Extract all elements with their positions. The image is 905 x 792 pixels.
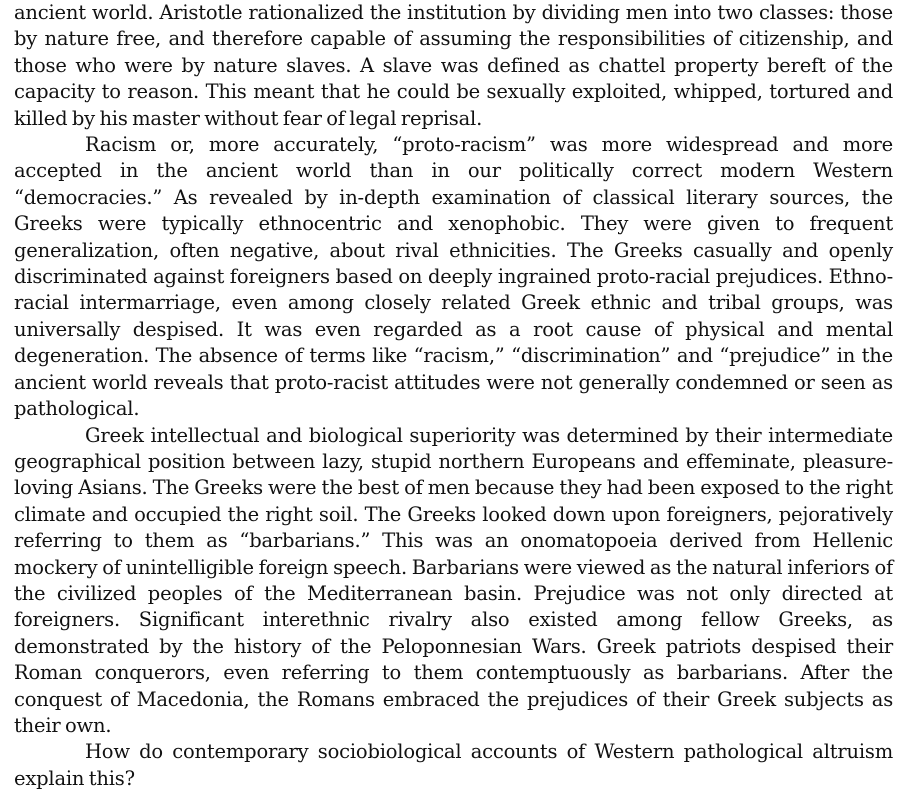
paragraph-proto-racism: Racism or, more accurately, “proto-racism” was more widespread and more accepted in the ancient world than in our politically correct modern Western “democracies.” As revealed by in-depth examination of classical literary sources, the Greeks were typically ethnocentric and xenophobic. They were given to frequent generalization, often negative, about rival ethnicities. The Greeks casually and openly discriminated against foreigners based on deeply ingrained proto-racial prejudices. Ethno-racial intermarriage, even among closely related Greek ethnic and tribal groups, was universally despised. It was even regarded as a root cause of physical and mental degeneration. The absence of terms like “racism,” “discrimination” and “prejudice” in the ancient world reveals that proto-racist attitudes were not generally condemned or seen as pathological.: [14, 133, 893, 421]
paragraph-greek-superiority: Greek intellectual and biological superiority was determined by their intermediate geographical position between lazy, stupid northern Europeans and effeminate, pleasure-loving Asians. The Greeks were the best of men because they had been exposed to the right climate and occupied the right soil. The Greeks looked down upon foreigners, pejoratively referring to them as “barbarians.” This was an onomatopoeia derived from Hellenic mockery of unintelligible foreign speech. Barbarians were viewed as the natural inferiors of the civilized peoples of the Mediterranean basin. Prejudice was not only directed at foreigners. Significant interethnic rivalry also existed among fellow Greeks, as demonstrated by the history of the Peloponnesian Wars. Greek patriots despised their Roman conquerors, even referring to them contemptuously as barbarians. After the conquest of Macedonia, the Romans embraced the prejudices of their Greek subjects as their own.: [14, 423, 893, 737]
paragraph-aristotle-slavery: ancient world. Aristotle rationalized the institution by dividing men into two classes: those by nature free, and therefore capable of assuming the responsibilities of citizenship, and those who were by nature slaves. A slave was defined as chattel property bereft of the capacity to reason. This meant that he could be sexually exploited, whipped, tortured and killed by his master without fear of legal reprisal.: [14, 1, 893, 130]
paragraph-closing-question: How do contemporary sociobiological accounts of Western pathological altruism explain this?: [14, 740, 893, 790]
